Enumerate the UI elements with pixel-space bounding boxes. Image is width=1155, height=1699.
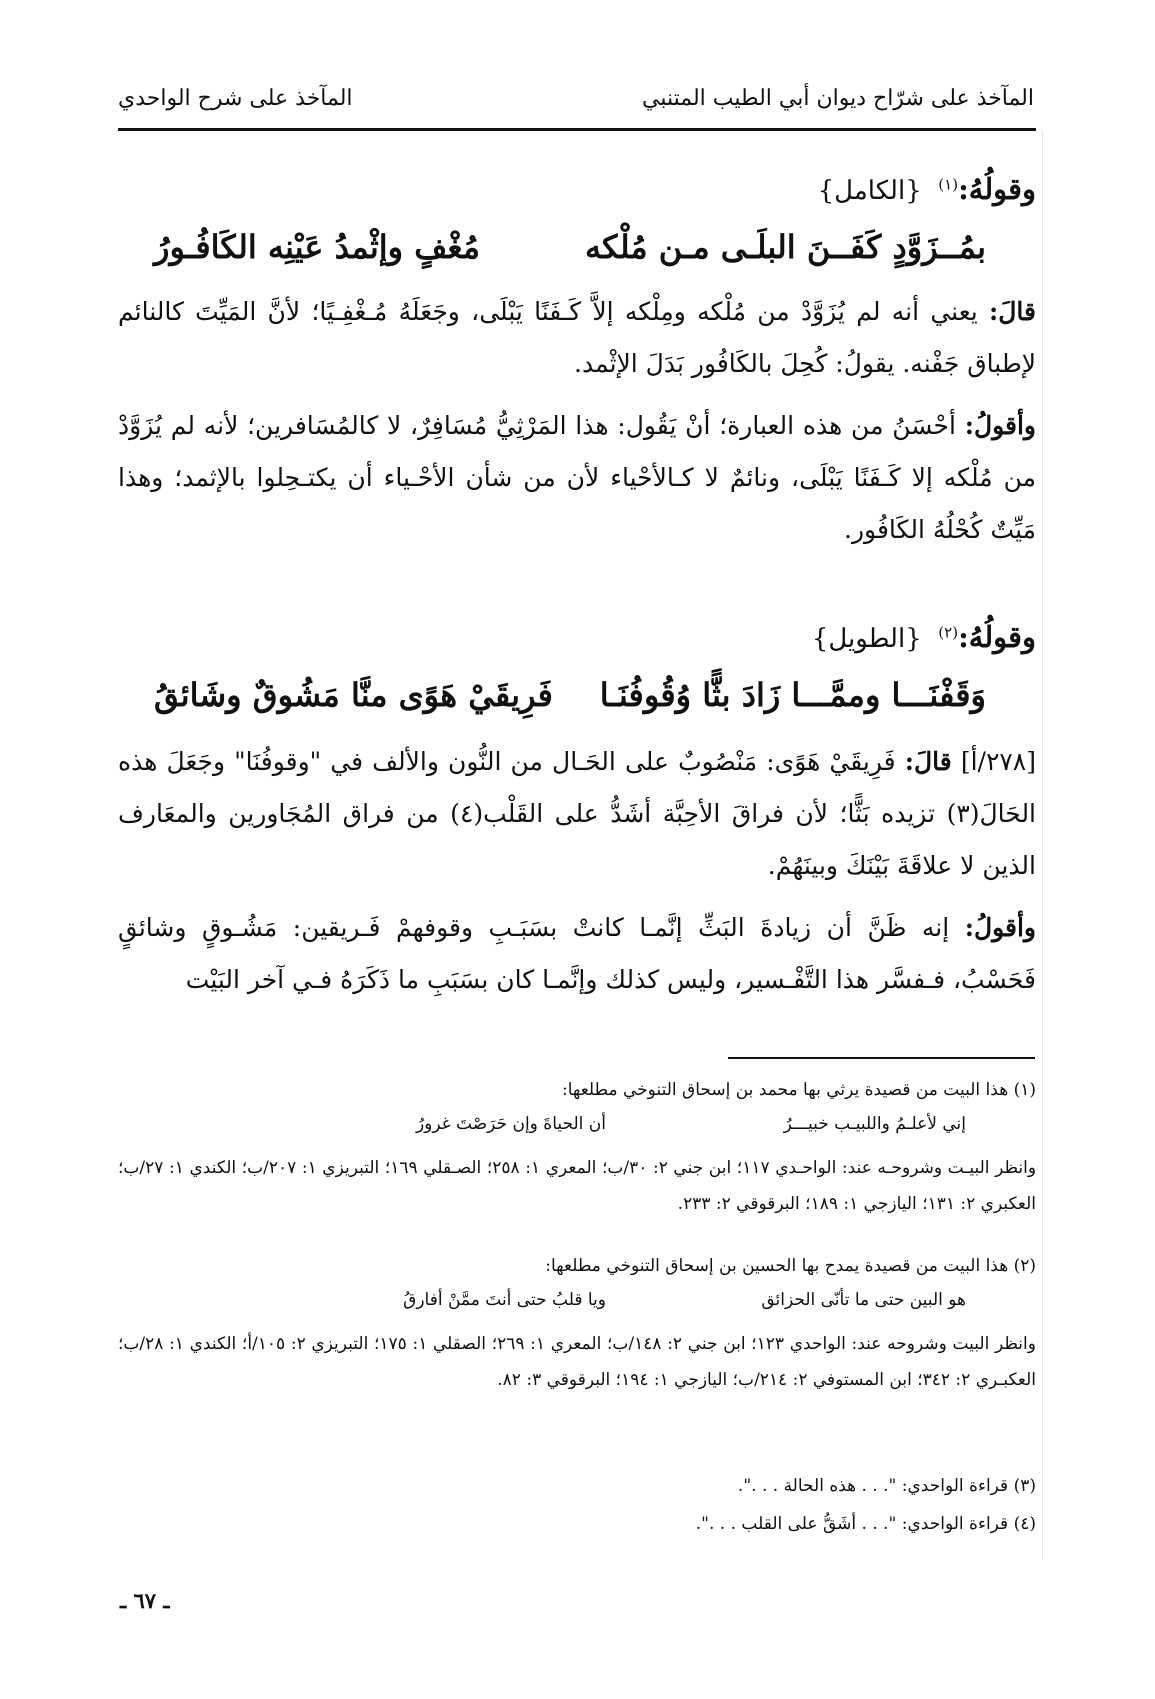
aqul-label: وأقولُ: [964,411,1036,440]
header-chapter-title: المآخذ على شرح الواحدي [118,86,353,111]
footnote-2-sources: وانظر البيت وشروحه عند: الواحدي ١٢٣؛ ابن جني ٢: ١٤٨/ب؛ المعري ١: ٢٦٩؛ الصقلي ١: ١٧٥؛ التبريزي ٢: ١٠٥/أ؛ الكندي ١: ٢٨/ب؛ العكبـري ٢: ٣٤٢؛ ابن المستوفي ٢: ٢١٤/ب؛ اليازجي ١: ١٩٤؛ البرقوقي ٣: ٨٢. [118,1334,1036,1390]
footnote-1-verse-first: إني لأعلـمُ واللبيـب خبيـــرُ [783,1114,966,1134]
footnote-ref: (١) [938,175,959,194]
meter-label: {الطويل} [811,624,922,654]
footnote-ref: (٢) [938,623,959,642]
footnote-1-verse-second: أن الحياةَ وإن حَرَصْتَ غرورُ [415,1114,606,1134]
verse-second-hemistich: مُغْفٍ وإثْمدُ عَيْنِه الكَافُـورُ [154,228,480,266]
footnote-1-sources: وانظر البيـت وشروحـه عند: الواحـدي ١١٧؛ ابن جني ٢: ٣٠/ب؛ المعري ١: ٢٥٨؛ الصـقلي ١٦٩؛ التبريزي ١: ٢٠٧/ب؛ الكندي ١: ٢٧/ب؛ العكبري ٢: ١٣١؛ اليازجي ١: ١٨٩؛ البرقوقي ٢: ٢٣٣. [118,1158,1037,1214]
meter-label: {الكامل} [817,176,922,206]
intro-label: وقولُهُ: [958,620,1036,654]
header-book-title: المآخذ على شرّاح ديوان أبي الطيب المتنبي [642,86,1034,111]
footnote-3: (٣) قراءة الواحدي: ". . . هذه الحالة . . .". [737,1476,1036,1496]
scan-gutter-line [1042,130,1043,1560]
manuscript-page-marker: [٢٧٨/أ] [960,747,1036,776]
verse-first-hemistich: بمُــزَوَّدٍ كَفَــنَ البلَـى مـن مُلْكه [585,228,986,266]
qala-text: فَرِيقَيْ هَوًى: مَنْصُوبٌ على الحَـال من النُّون والألف في "وقوفُنَا" وجَعَلَ هذه الحَالَ(٣) تزيده بَثًّا؛ لأن فراقَ الأحِبَّة أشَدُّ على القَلْب(٤) من فراق المُجَاورين والمعَارف الذين لا علاقَةَ بَيْنَكَ وبينَهُمْ. [118,747,1037,880]
aqul-text: إنه ظَنَّ أن زيادةَ البَثِّ إنَّمـا كانتْ بسَبَـبِ وقوفهمْ فَـريقين: مَشُـوقٍ وشائقٍ فَحَسْبُ، فـفسَّر هذا التَّفْـسير، وليس كذلك وإنَّمـا كان بسَبَبِ ما ذَكَرَهُ فـي آخر البَيْت [118,913,1036,994]
intro-label: وقولُهُ: [958,172,1036,206]
footnote-2-verse-second: ويا قلبُ حتى أنتَ ممَّنْ أفارقُ [403,1290,606,1310]
aqul-text: أحْسَنُ من هذه العبارة؛ أنْ يَقُول: هذا المَرْثِيُّ مُسَافِرٌ، لا كالمُسَافرين؛ لأنه لم يُزَوَّدْ من مُلْكه إلا كَـفَنًا يَبْلَى، ونائمٌ لا كـالأحْياء لأن من شأن الأحْـياء أن يكتـحِلوا بالإثمد؛ وهذا مَيِّتٌ كُحْلُهُ الكَافُور. [118,411,1036,544]
verse-second-hemistich: فَرِيقَيْ هَوًى منَّا مَشُوقٌ وشَائقُ [154,676,553,714]
footnote-1: (١) هذا البيت من قصيدة يرثي بها محمد بن إسحاق التنوخي مطلعها: [561,1080,1036,1100]
qala-label: قالَ: [989,297,1036,326]
footnote-4: (٤) قراءة الواحدي: ". . . أشَقُّ على القلب . . .". [695,1514,1036,1534]
qala-label: قالَ: [904,747,952,776]
footnote-2: (٢) هذا البيت من قصيدة يمدح بها الحسين بن إسحاق التنوخي مطلعها: [545,1256,1036,1276]
aqul-label: وأقولُ: [964,913,1036,942]
footnote-2-verse-first: هو البين حتى ما تأنّى الحزائق [761,1290,966,1310]
verse-first-hemistich: وَقَفْنَـــا وممَّـــا زَادَ بثًّا وُقُوفُنَـا [599,676,986,714]
page-number: ـ ٦٧ ـ [120,1588,170,1613]
footnotes [118,0,1037,1534]
qala-text: يعني أنه لم يُزَوَّدْ من مُلْكه ومِلْكه إلاَّ كَـفَنًا يَبْلَى، وجَعَلَهُ مُـغْفِـيًا؛ لأنَّ المَيِّتَ كالنائم لإطباق جَفْنه. يقولُ: كُحِلَ بالكَافُور بَدَلَ الإثْمد. [118,297,1036,378]
